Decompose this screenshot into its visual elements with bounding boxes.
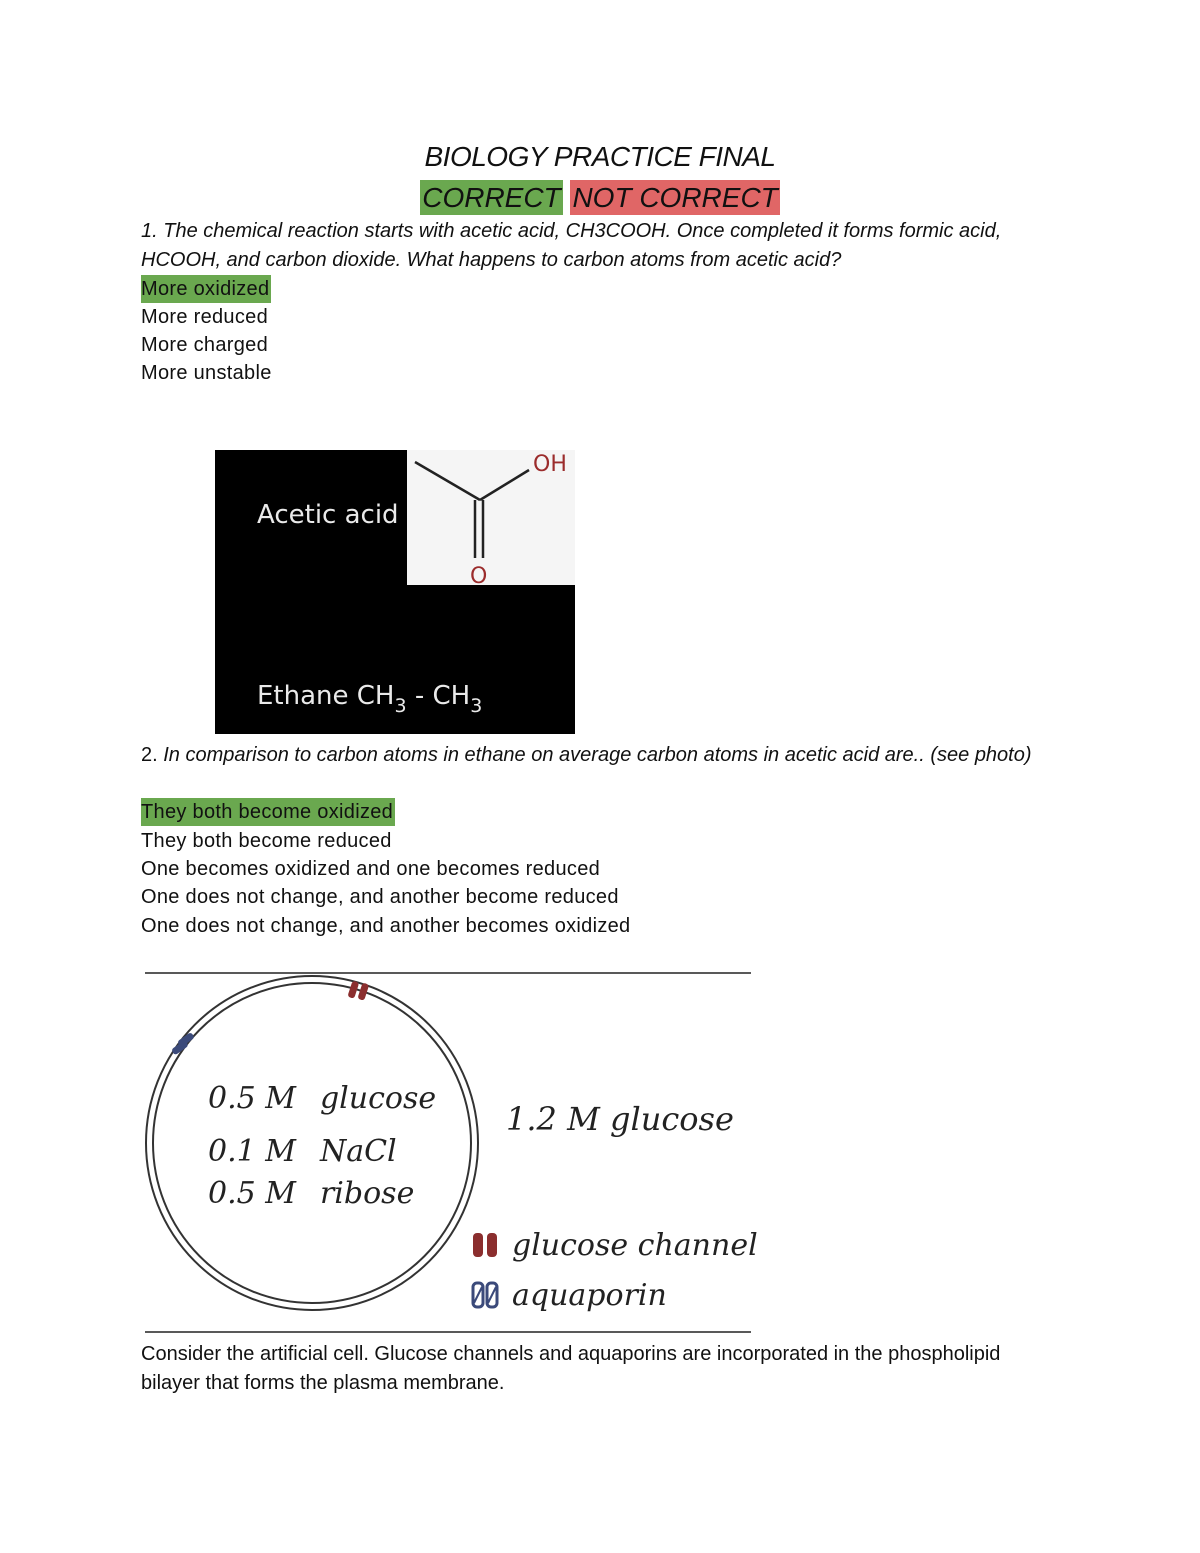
inside-row-1: 0.5 M glucose	[208, 1081, 437, 1116]
membrane-aquaporin	[171, 1032, 195, 1055]
inside-row-2: 0.1 M NaCl	[208, 1134, 397, 1169]
q1-option: More charged	[141, 334, 268, 356]
glucose-channel-legend: glucose channel	[512, 1228, 758, 1263]
q2-option: One does not change, and another become reduced	[141, 886, 619, 908]
acetic-acid-ethane-figure	[215, 450, 575, 734]
artificial-cell-figure	[140, 965, 760, 1337]
acetic-acid-label: Acetic acid	[257, 500, 399, 530]
q2-option: One becomes oxidized and one becomes reduced	[141, 858, 601, 880]
question-1: 1. The chemical reaction starts with acetic acid, CH3COOH. Once completed it forms formic acid, HCOOH, and carbon dioxide. What happens to carbon atoms from acetic acid?	[141, 220, 1002, 271]
glucose-channel-icon	[473, 1233, 497, 1257]
q2-option-correct: They both become oxidized	[141, 798, 395, 826]
correct-legend: CORRECT	[422, 182, 561, 213]
page-title: BIOLOGY PRACTICE FINAL	[424, 141, 776, 172]
aquaporin-legend: aquaporin	[512, 1278, 667, 1313]
q2-option: One does not change, and another becomes oxidized	[141, 915, 631, 937]
answer-key-legend	[0, 180, 1200, 215]
q1-option: More reduced	[141, 306, 268, 328]
q2-option: They both become reduced	[141, 830, 392, 852]
o-label: O	[470, 564, 488, 589]
q1-option: More unstable	[141, 362, 272, 384]
question-3-text: Consider the artificial cell. Glucose channels and aquaporins are incorporated in the phospholipid bilayer that forms the plasma membrane.	[141, 1343, 1001, 1394]
oh-label: OH	[533, 452, 567, 477]
inside-row-3: 0.5 M ribose	[208, 1176, 415, 1211]
not-correct-legend: NOT CORRECT	[572, 182, 778, 213]
aquaporin-icon	[473, 1283, 497, 1307]
question-2: 2. In comparison to carbon atoms in ethane on average carbon atoms in acetic acid are.. (see photo)	[141, 744, 1032, 766]
ethane-label: Ethane $CH_3 - CH_3$	[257, 681, 483, 717]
q1-option-correct: More oxidized	[141, 275, 271, 303]
outside-concentration: 1.2 M glucose	[506, 1100, 734, 1138]
